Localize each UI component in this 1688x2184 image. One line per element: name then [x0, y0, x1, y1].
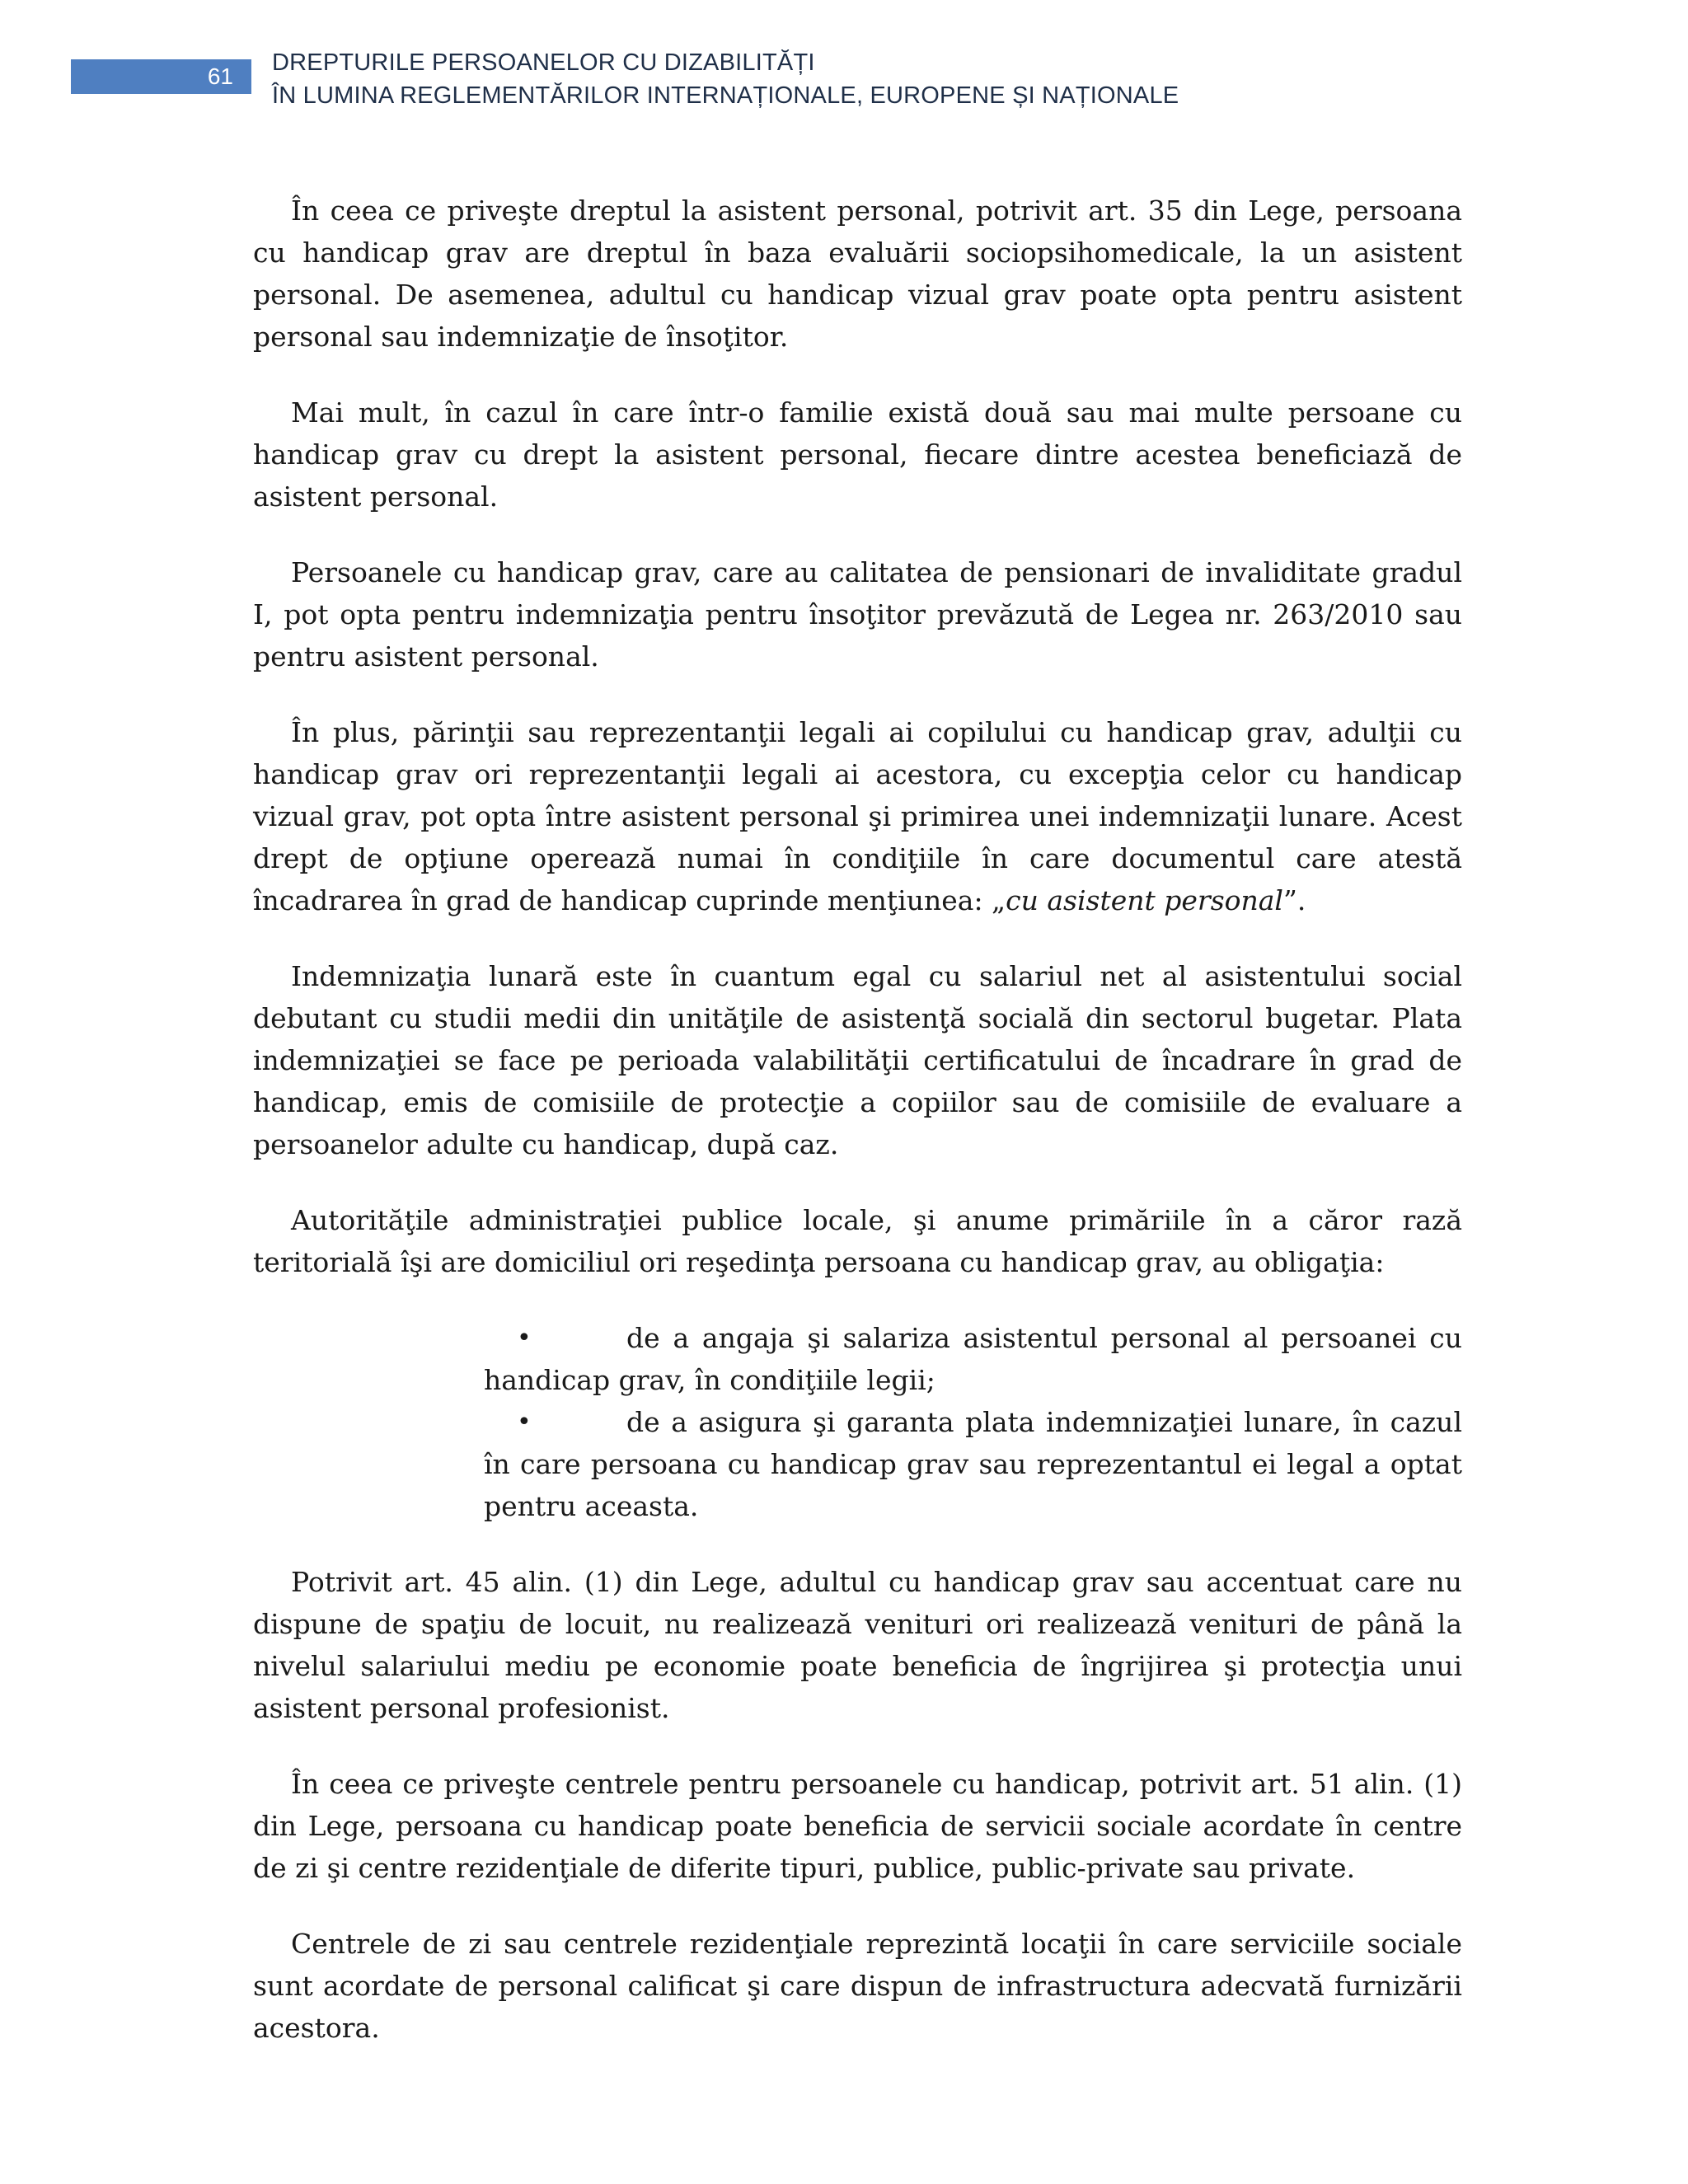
paragraph-1: În ceea ce priveşte dreptul la asistent personal, potrivit art. 35 din Lege, persoana cu handicap grav are dreptul în baza evaluării sociopsihomedicale, la un asistent personal. De asemenea, adultul cu handicap vizual grav poate opta pentru asistent personal sau indemnizaţie de însoţitor.: [253, 194, 1462, 353]
obligations-list: [484, 1317, 1462, 1527]
paragraph-2: Mai mult, în cazul în care într-o familie există două sau mai multe persoane cu handicap grav cu drept la asistent personal, fiecare dintre acestea beneficiază de asistent personal.: [253, 396, 1462, 513]
paragraph-4-end: ”.: [1283, 884, 1306, 916]
running-title-line-1: DREPTURILE PERSOANELOR CU DIZABILITĂȚI: [272, 49, 815, 76]
page-header: [0, 0, 1688, 124]
paragraph-7: Potrivit art. 45 alin. (1) din Lege, adultul cu handicap grav sau accentuat care nu dispune de spaţiu de locuit, nu realizează venituri ori realizează venituri de până la nivelul salariului mediu pe economie poate beneficia de îngrijirea şi protecţia unui asistent personal profesionist.: [253, 1566, 1462, 1724]
paragraph-3: Persoanele cu handicap grav, care au calitatea de pensionari de invaliditate gradul I, pot opta pentru indemnizaţia pentru însoţitor prevăzută de Legea nr. 263/2010 sau pentru asistent personal.: [253, 556, 1462, 673]
list-item-text: de a asigura şi garanta plata indemnizaţiei lunare, în cazul în care persoana cu handicap grav sau reprezentantul ei legal a optat pentru aceasta.: [484, 1406, 1462, 1522]
list-item: [484, 1317, 1462, 1401]
bullet-icon: •: [517, 1324, 532, 1352]
bullet-icon: •: [517, 1408, 532, 1436]
paragraph-4: [253, 711, 1462, 921]
paragraph-9: Centrele de zi sau centrele rezidenţiale reprezintă locaţii în care serviciile sociale sunt acordate de personal calificat şi care dispun de infrastructura adecvată furnizării acestora.: [253, 1928, 1462, 2044]
paragraph-5: Indemnizaţia lunară este în cuantum egal cu salariul net al asistentului social debutant cu studii medii din unităţile de asistenţă socială din sectorul bugetar. Plata indemnizaţiei se face pe perioada valabilităţii certificatului de încadrare în grad de handicap, emis de comisiile de protecţie a copiilor sau de comisiile de evaluare a persoanelor adulte cu handicap, după caz.: [253, 960, 1462, 1160]
paragraph-4-italic: cu asistent personal: [1006, 884, 1283, 916]
running-title: [272, 46, 1179, 112]
paragraph-8: În ceea ce priveşte centrele pentru persoanele cu handicap, potrivit art. 51 alin. (1) din Lege, persoana cu handicap poate beneficia de servicii sociale acordate în centre de zi şi centre rezidenţiale de diferite tipuri, publice, public-private sau private.: [253, 1768, 1462, 1884]
running-title-line-2: ÎN LUMINA REGLEMENTĂRILOR INTERNAȚIONALE, EUROPENE ȘI NAȚIONALE: [272, 82, 1179, 109]
list-item-text: de a angaja şi salariza asistentul personal al persoanei cu handicap grav, în condiţiile legii;: [484, 1322, 1462, 1396]
document-body: [253, 190, 1462, 2083]
paragraph-6: Autorităţile administraţiei publice locale, şi anume primăriile în a căror rază teritorială îşi are domiciliul ori reşedinţa persoana cu handicap grav, au obligaţia:: [253, 1204, 1462, 1278]
paragraph-4-text: În plus, părinţii sau reprezentanţii legali ai copilului cu handicap grav, adulţii cu handicap grav ori reprezentanţii legali ai acestora, cu excepţia celor cu handicap vizual grav, pot opta între asistent personal şi primirea unei indemnizaţii lunare. Acest drept de opţiune operează numai în condiţiile în care documentul care atestă încadrarea în grad de handicap cuprinde menţiunea: „: [253, 716, 1462, 916]
page-number: 61: [207, 63, 233, 89]
list-item: [484, 1401, 1462, 1527]
page-number-bar: [71, 59, 251, 94]
